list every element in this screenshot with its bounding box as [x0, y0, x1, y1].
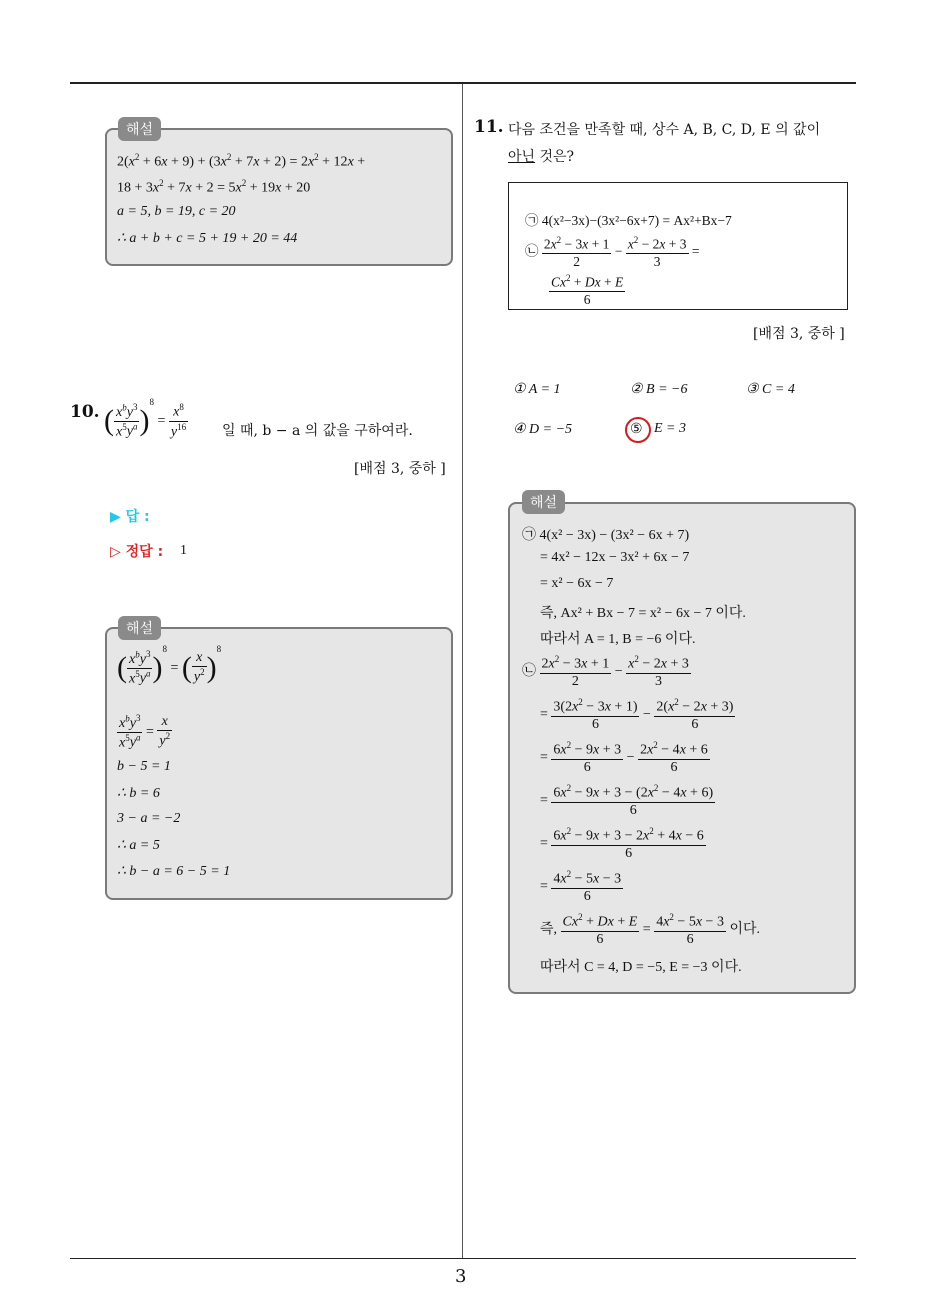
sol9-line-1: $2(x^2 + 6x + 9) + (3x^2 + 7x + 2) = 2x^2 + 12x$ + [117, 152, 366, 170]
question-11-line-1: 다음 조건을 만족할 때, 상수 A, B, C, D, E 의 값이 [508, 122, 821, 138]
sol10-line-4: ∴ a = 5 [117, 838, 160, 853]
question-10-expression: ( $\frac{x^by^3}{x^5y^a}$ )$^8$ = $\frac{x^8}{y^{16}}$ [104, 396, 187, 440]
question-11-score: [배점 3, 중하 ] [753, 326, 845, 342]
answer-label: ▶ 답 : [110, 509, 150, 525]
sol11-line-5: 따라서 A = 1, B = −6 이다. [540, 632, 696, 647]
sol11-line-4: 즉, Ax² + Bx − 7 = x² − 6x − 7 이다. [540, 606, 746, 621]
condition-1: ㉠ 4(x²−3x)−(3x²−6x+7) = Ax²+Bx−7 [525, 213, 732, 228]
choice-3[interactable]: ③ C = 4 [746, 382, 795, 397]
solution-box-11 [508, 502, 856, 994]
sol10-eq-1: ( $\frac{x^by^3}{x^5y^a}$ )$^8$ = ( $\frac{x}{y^2}$ )$^8$ [117, 643, 222, 687]
sol11-step-2: = $\frac{3(2x^2 - 3x + 1)}{6}$ − $\frac{2(x^2 - 2x + 3)}{6}$ [540, 697, 734, 732]
question-11-line-2 [508, 146, 574, 166]
sol11-step-3: = $\frac{6x^2 - 9x + 3}{6}$ − $\frac{2x^2 - 4x + 6}{6}$ [540, 740, 708, 775]
sol11-step-4: = $\frac{6x^2 - 9x + 3 - (2x^2 - 4x + 6)}{6}$ [540, 783, 714, 818]
sol11-step-7: 즉, $\frac{Cx^2 + Dx + E}{6}$ = $\frac{4x^2 - 5x - 3}{6}$ 이다. [540, 912, 761, 947]
correct-answer-value: 1 [180, 543, 187, 558]
condition-2-rhs: $\frac{Cx^2 + Dx + E}{6}$ [551, 273, 624, 307]
choice-5-mark[interactable]: ⑤ [630, 422, 643, 437]
choice-2[interactable]: ② B = −6 [630, 382, 688, 397]
condition-box [508, 182, 848, 310]
question-10-text: 일 때, b − a 의 값을 구하여라. [222, 423, 413, 439]
solution-box-9 [105, 128, 453, 266]
question-10-number: 10. [70, 402, 100, 422]
sol11-step-5: = $\frac{6x^2 - 9x + 3 - 2x^2 + 4x - 6}{6}$ [540, 826, 704, 861]
sol10-line-5: ∴ b − a = 6 − 5 = 1 [117, 864, 231, 879]
sol11-step-6: = $\frac{4x^2 - 5x - 3}{6}$ [540, 869, 622, 904]
sol11-line-1: ㉠ 4(x² − 3x) − (3x² − 6x + 7) [522, 528, 690, 543]
choice-1[interactable]: ① A = 1 [513, 382, 561, 397]
bottom-rule [70, 1258, 856, 1259]
choice-4[interactable]: ④ D = −5 [513, 422, 573, 437]
sol11-line-2: = 4x² − 12x − 3x² + 6x − 7 [540, 550, 690, 565]
top-rule [70, 82, 856, 84]
condition-2: ㉡ $\frac{2x^2 - 3x + 1}{2}$ − $\frac{x^2 - 2x + 3}{3}$ = [525, 235, 700, 269]
sol11-line-6: 따라서 C = 4, D = −5, E = −3 이다. [540, 960, 742, 975]
choice-5[interactable]: E = 3 [654, 421, 686, 436]
sol11-step-1: ㉡ $\frac{2x^2 - 3x + 1}{2}$ − $\frac{x^2 - 2x + 3}{3}$ [522, 654, 689, 689]
sol11-line-3: = x² − 6x − 7 [540, 576, 614, 591]
sol9-line-3: a = 5, b = 19, c = 20 [117, 204, 236, 219]
sol10-line-1: b − 5 = 1 [117, 759, 171, 774]
correct-answer-label: ▷ 정답 : [110, 544, 164, 560]
solution-tag-10: 해설 [118, 616, 161, 640]
solution-tag-9: 해설 [118, 117, 161, 141]
sol9-line-2: $18 + 3x^2 + 7x + 2 = 5x^2 + 19x + 20$ [117, 178, 311, 196]
solution-tag-11: 해설 [522, 490, 565, 514]
sol10-line-2: ∴ b = 6 [117, 786, 160, 801]
question-10-score: [배점 3, 중하 ] [354, 461, 446, 477]
sol9-line-4: ∴ a + b + c = 5 + 19 + 20 = 44 [117, 231, 298, 246]
sol10-eq-2: $\frac{x^by^3}{x^5y^a}$ = $\frac{x}{y^2}$ [119, 713, 171, 751]
page-number: 3 [455, 1266, 467, 1287]
question-11-number: 11. [474, 117, 504, 137]
solution-box-10 [105, 627, 453, 900]
column-divider [462, 84, 463, 1258]
sol10-line-3: 3 − a = −2 [117, 811, 181, 826]
underlined-word: 아닌 [508, 149, 536, 165]
question-11-line-2-rest: 것은? [535, 149, 575, 165]
